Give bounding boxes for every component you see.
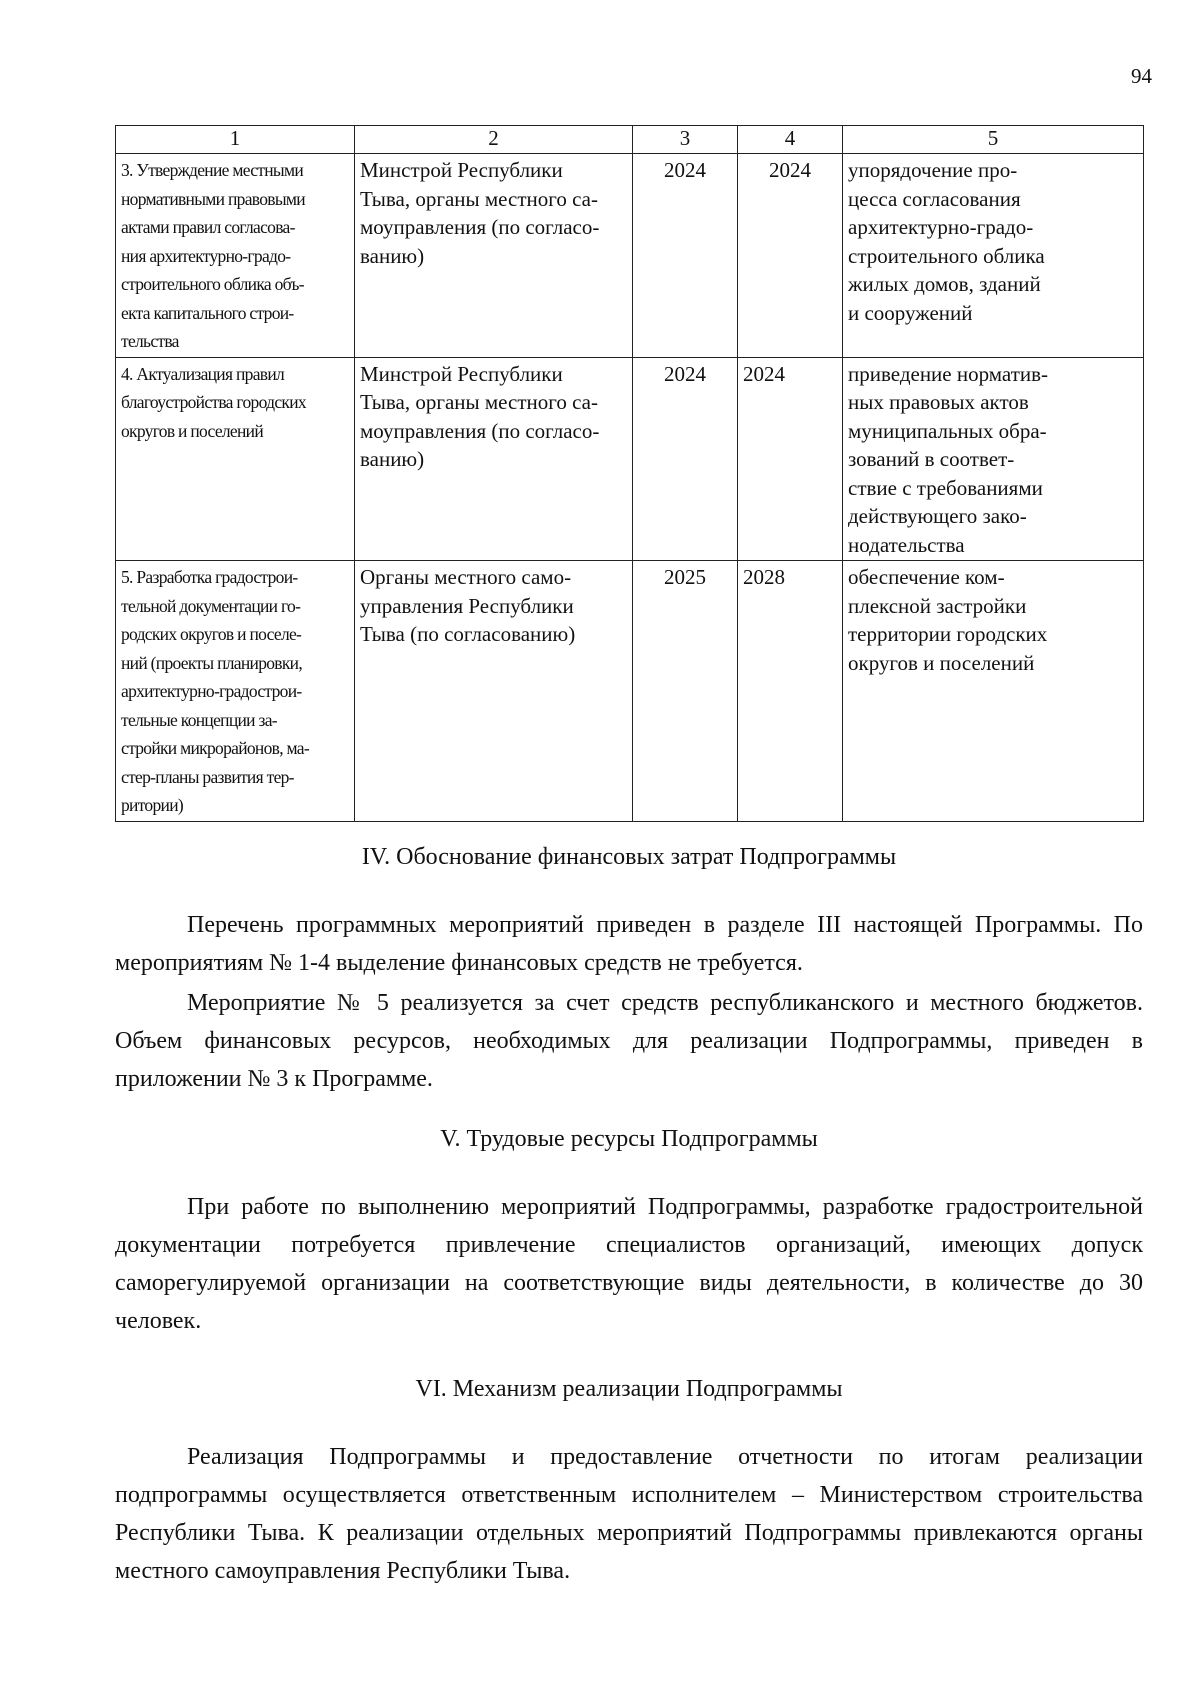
paragraph: При работе по выполнению мероприятий Подпрограммы, разработке градостроительной документации потребуется привлечение специалистов организаций, имеющих допуск саморегулируемой организации на соответствующие виды деятельности, в количестве до 30 человек. [115,1194,1143,1334]
end-year-cell: 2024 [738,154,843,358]
table-row [116,154,1144,358]
executor-cell: Органы местного само- управления Республики Тыва (по согласованию) [355,561,633,822]
paragraph: Мероприятие № 5 реализуется за счет средств республиканского и местного бюджетов. Объем финансовых ресурсов, необходимых для реализации Подпрограммы, приведен в приложении № 3 к Программе. [115,990,1143,1092]
paragraph: Реализация Подпрограммы и предоставление отчетности по итогам реализации подпрограммы осуществляется ответственным исполнителем – Министерством строительства Республики Тыва. К реализации отдельных мероприятий Подпрограммы привлекаются органы местного самоуправления Республики Тыва. [115,1444,1143,1584]
column-header: 3 [633,126,738,154]
activities-table [115,125,1144,822]
column-header: 5 [843,126,1144,154]
activity-cell: 3. Утверждение местными нормативными правовыми актами правил согласова- ния архитектурно-градо- строительного облика объ- екта капитального строи- тельства [116,154,355,358]
result-cell: приведение норматив- ных правовых актов муниципальных обра- зований в соответ- ствие с требованиями действующего зако- нодательства [843,357,1144,561]
table-row [116,357,1144,561]
activity-cell: 5. Разработка градострои- тельной документации го- родских округов и поселе- ний (проекты планировки, архитектурно-градострои- тельные концепции за- стройки микрорайонов, ма- стер-планы развития тер- ритории) [116,561,355,822]
paragraph: Перечень программных мероприятий приведен в разделе III настоящей Программы. По мероприятиям № 1-4 выделение финансовых средств не требуется. [115,912,1143,976]
column-header: 2 [355,126,633,154]
column-header: 1 [116,126,355,154]
section-financing [115,842,1143,1098]
table-row [116,561,1144,822]
start-year-cell: 2024 [633,357,738,561]
result-cell: упорядочение про- цесса согласования архитектурно-градо- строительного облика жилых домов, зданий и сооружений [843,154,1144,358]
page-number: 94 [1131,64,1152,88]
section-labor [115,1124,1143,1340]
table-header-row [116,126,1144,154]
section-heading: VI. Механизм реализации Подпрограммы [415,1376,843,1402]
executor-cell: Минстрой Республики Тыва, органы местного са- моуправления (по согласо- ванию) [355,154,633,358]
start-year-cell: 2025 [633,561,738,822]
activity-cell: 4. Актуализация правил благоустройства городских округов и поселений [116,357,355,561]
result-cell: обеспечение ком- плексной застройки территории городских округов и поселений [843,561,1144,822]
end-year-cell: 2024 [738,357,843,561]
executor-cell: Минстрой Республики Тыва, органы местного са- моуправления (по согласо- ванию) [355,357,633,561]
section-heading: V. Трудовые ресурсы Подпрограммы [440,1126,818,1152]
start-year-cell: 2024 [633,154,738,358]
section-mechanism [115,1374,1143,1590]
section-heading: IV. Обоснование финансовых затрат Подпрограммы [361,844,897,870]
end-year-cell: 2028 [738,561,843,822]
column-header: 4 [738,126,843,154]
